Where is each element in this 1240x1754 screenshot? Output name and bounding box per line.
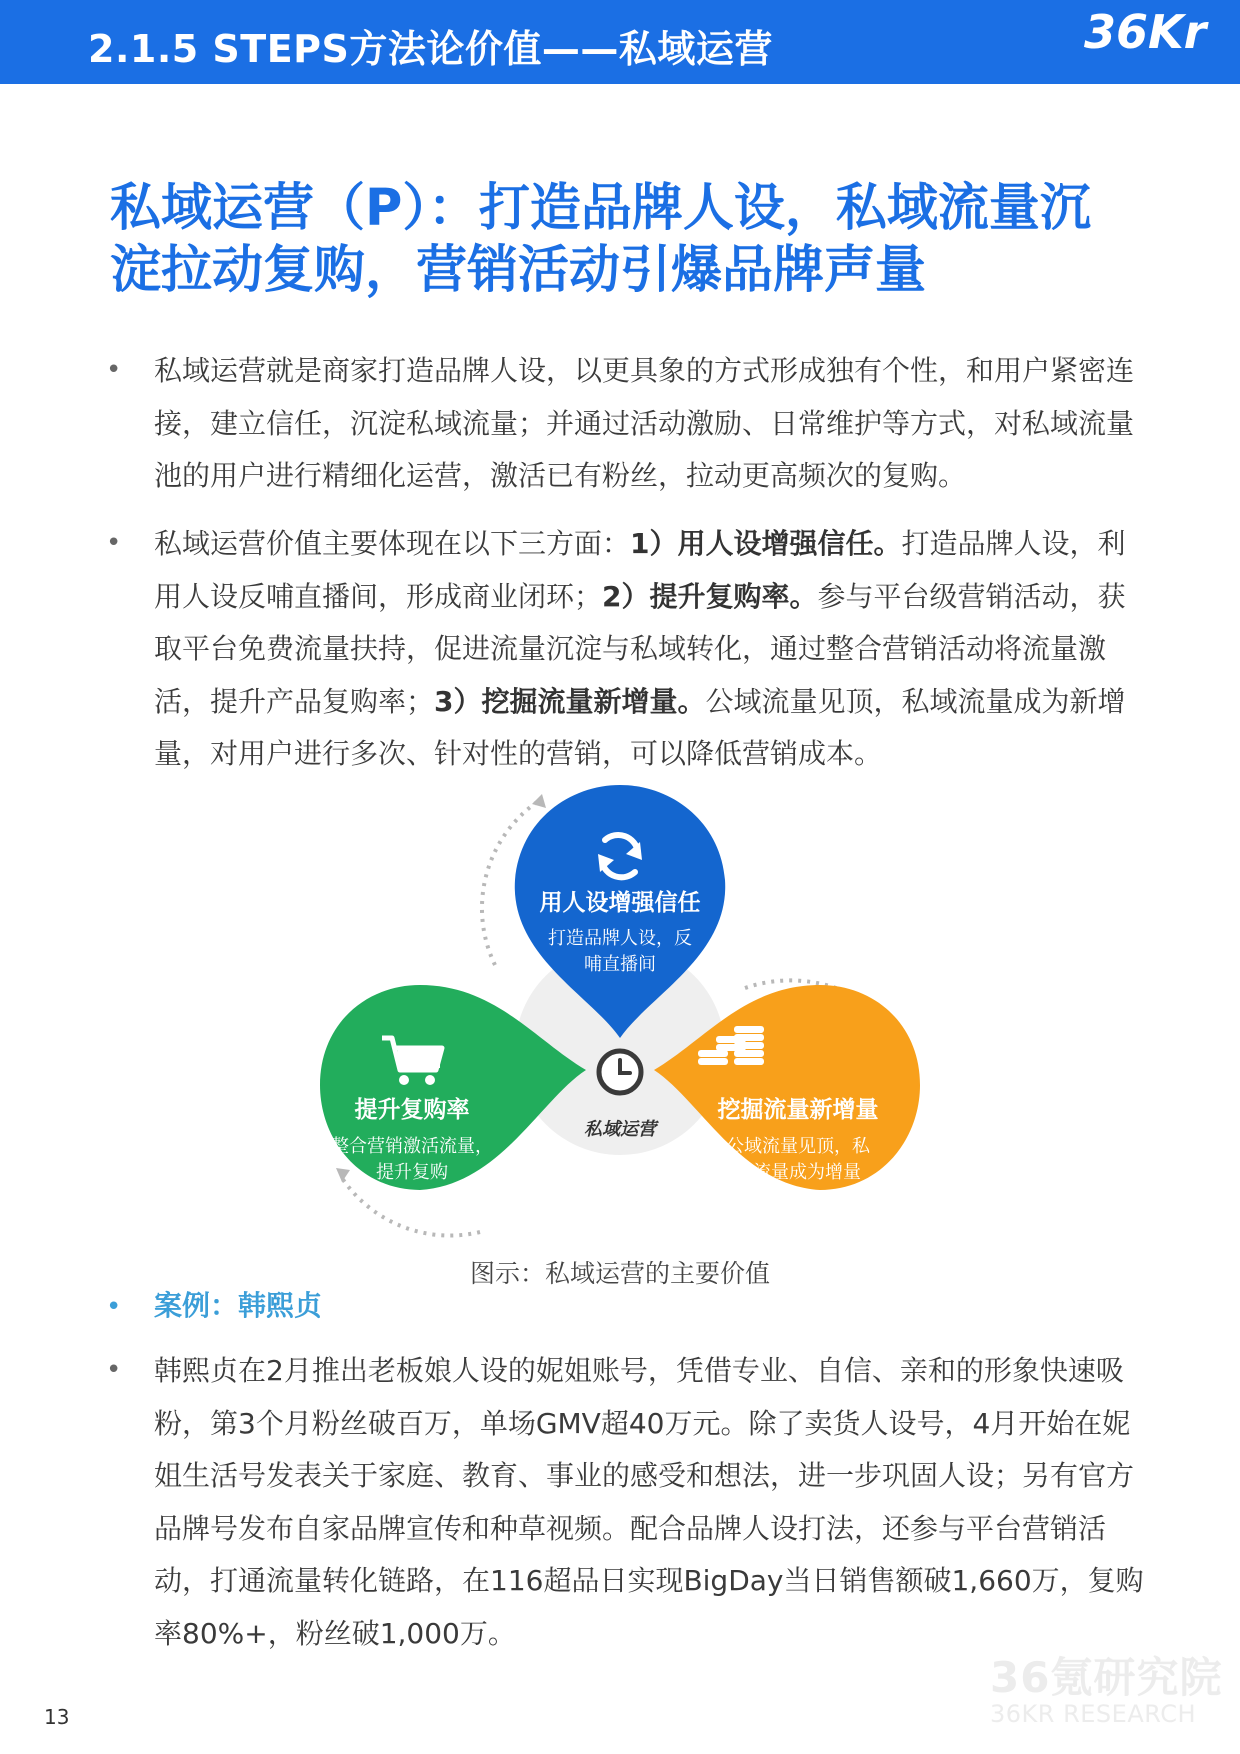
page-heading: 私域运营（P）：打造品牌人设，私域流量沉淀拉动复购，营销活动引爆品牌声量: [110, 179, 1091, 300]
top-value-desc-line2: 哺直播间: [584, 954, 656, 975]
page-number: 13: [44, 1705, 70, 1729]
right-value-desc-line1: 公域流量见顶，私: [726, 1136, 870, 1157]
value-1-title: 1）用人设增强信任。: [630, 527, 902, 560]
watermark-cn: 36氪研究院: [990, 1653, 1223, 1702]
bullet-marker: •: [106, 1355, 122, 1385]
watermark-en: 36KR RESEARCH: [990, 1700, 1197, 1728]
case-title: 案例：韩熙贞: [154, 1289, 323, 1322]
case-paragraph: 韩熙贞在2月推出老板娘人设的妮姐账号，凭借专业、自信、亲和的形象快速吸粉，第3个月粉丝破百万，单场GMV超40万元。除了卖货人设号，4月开始在妮姐生活号发表关于家庭、教育、事业的感受和想法，进一步巩固人设；另有官方品牌号发布自家品牌宣传和种草视频。配合品牌人设打法，还参与平台营销活动，打通流量转化链路，在116超品日实现BigDay当日销售额破1,660万，复购率80%+，粉丝破1,000万。: [154, 1354, 1144, 1650]
clock-icon: [599, 1051, 641, 1093]
bullet-marker: •: [106, 355, 122, 385]
center-label: 私域运营: [584, 1119, 656, 1140]
values-intro: 私域运营价值主要体现在以下三方面：: [154, 527, 631, 560]
36kr-logo: [1084, 0, 1240, 84]
right-value-title: 挖掘流量新增量: [717, 1097, 879, 1123]
bullet-marker: •: [106, 1292, 122, 1322]
header-bar: [0, 0, 1240, 84]
paragraph-values: [154, 518, 1144, 781]
value-3-title: 3）挖掘流量新增量。: [434, 684, 706, 718]
bullet-marker: •: [106, 528, 122, 558]
paragraph-intro: 私域运营就是商家打造品牌人设，以更具象的方式形成独有个性，和用户紧密连接，建立信任，沉淀私域流量；并通过活动激励、日常维护等方式，对私域流量池的用户进行精细化运营，激活已有粉丝，拉动更高频次的复购。: [154, 354, 1135, 492]
left-value-desc-line1: 整合营销激活流量，: [331, 1136, 493, 1157]
figure-caption: 图示：私域运营的主要价值: [469, 1259, 770, 1288]
value-2-title: 2）提升复购率。: [602, 579, 818, 613]
top-value-title: 用人设增强信任: [539, 890, 701, 916]
private-domain-value-diagram: [320, 780, 920, 1250]
left-value-desc-line2: 提升复购: [376, 1162, 448, 1183]
left-value-title: 提升复购率: [354, 1097, 470, 1123]
right-value-desc-line2: 域流量成为增量: [735, 1162, 861, 1183]
top-value-desc-line1: 打造品牌人设，反: [548, 928, 692, 949]
value-1-text: 打造品牌人设，利用人设反哺直播间，形成商业闭环；: [154, 527, 1126, 613]
value-2-text: 参与平台级营销活动，获取平台免费流量扶持，促进流量沉淀与私域转化，通过整合营销活动将流量激活，提升产品复购率；: [154, 579, 1126, 718]
value-3-text: 公域流量见顶，私域流量成为新增量，对用户进行多次、针对性的营销，可以降低营销成本。: [154, 684, 1126, 770]
logo-text: 36Kr: [1084, 5, 1207, 59]
section-title: 2.1.5 STEPS方法论价值——私域运营: [88, 27, 773, 71]
